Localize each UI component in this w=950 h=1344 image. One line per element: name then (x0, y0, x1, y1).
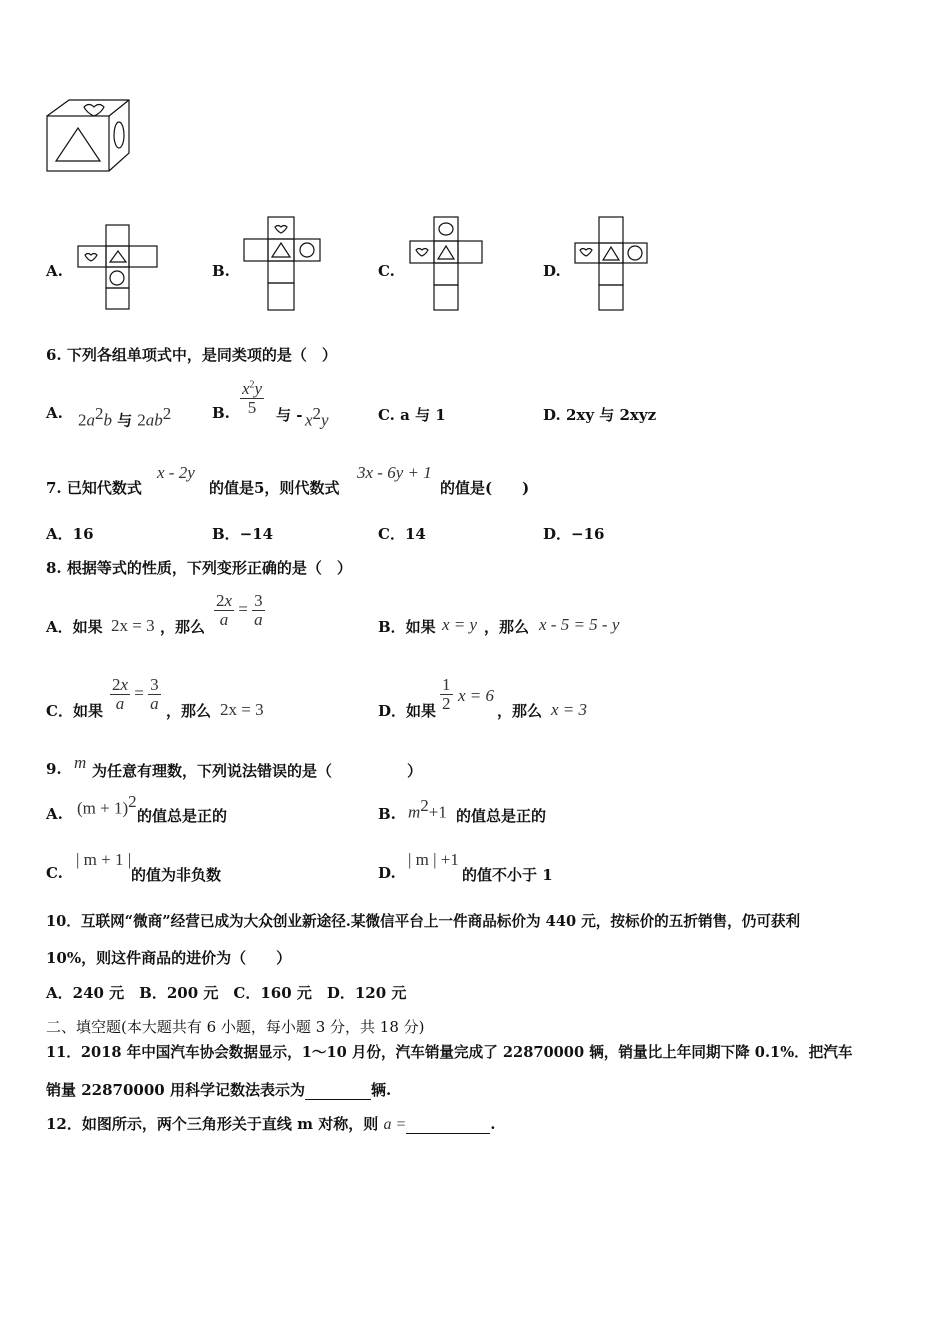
q10-options: A．240 元 B．200 元 C．160 元 D．120 元 (46, 984, 407, 1002)
q6-option-b-label: B. (212, 404, 230, 422)
q11-line1: 11．2018 年中国汽车协会数据显示，1～10 月份，汽车销量完成了 22870000 辆，销量比上年同期下降 0.1%．把汽车 (46, 1044, 853, 1061)
q9-option-a-expr: $(m + 1)^2$ (77, 792, 137, 818)
section2-title: 二、填空题(本大题共有 6 小题，每小题 3 分，共 18 分) (46, 1018, 425, 1036)
cube-figure (44, 98, 132, 176)
q6-option-a-label: A. (46, 404, 63, 422)
q7-expr1: x - 2y (157, 463, 195, 482)
q8-option-c-then: ，那么 (166, 702, 212, 720)
q8-option-d-label: D．如果 (378, 702, 437, 720)
q8-option-c-label: C．如果 (46, 702, 103, 720)
q12-answer-blank[interactable] (406, 1115, 490, 1134)
q8-stem: 8. 根据等式的性质，下列变形正确的是（ ） (46, 559, 352, 577)
q6-option-a-mid: 与 (117, 411, 133, 430)
q9-option-d-label: D. (378, 864, 396, 882)
q12-end: . (490, 1115, 496, 1133)
q9-stem-a: 9. (46, 760, 62, 778)
option-d-label: D. (543, 262, 561, 280)
q9-var: m (74, 753, 87, 772)
q7-stem-c: 的值是( ) (440, 479, 530, 497)
q11-line2-text: 销量 22870000 用科学记数法表示为 (46, 1081, 305, 1099)
q12-line (46, 1113, 495, 1134)
q9-option-b-expr: $m^2+1$ (408, 796, 447, 822)
q8-option-b-then: ，那么 (484, 618, 530, 636)
q9-option-a-expr-text: (m + 1) (77, 798, 129, 818)
q9-option-b-plus: +1 (428, 802, 447, 822)
q9-option-a-text: 的值总是正的 (137, 807, 228, 825)
q9-option-c-text: 的值为非负数 (131, 866, 222, 884)
net-option-c (408, 216, 492, 312)
q6-option-d (543, 404, 656, 425)
q6-option-b-mid: 与 - (276, 406, 303, 424)
q6-option-b-fraction: $\frac{x^2y}{5}$ (242, 379, 263, 417)
q9-option-d-text: 的值不小于 1 (462, 866, 553, 884)
q8-option-c-result: 2x = 3 (220, 700, 264, 719)
q9-stem-b: 为任意有理数，下列说法错误的是（ ） (92, 762, 423, 780)
q9-option-b-label: B. (378, 805, 396, 823)
q8-option-d-then: ，那么 (497, 702, 543, 720)
net-option-a (76, 224, 160, 312)
q7-stem-a: 7. 已知代数式 (46, 479, 142, 497)
q8-option-d-frac: $\frac{1}{2}$ (442, 675, 451, 713)
q6-option-d-text: 2xy 与 2xyz (565, 406, 657, 424)
q9-option-b-text: 的值总是正的 (456, 807, 547, 825)
q10-line1: 10．互联网“微商”经营已成为大众创业新途径.某微信平台上一件商品标价为 440 元，按标价的五折销售，仍可获利 (46, 913, 801, 930)
q9-option-c-expr: | m + 1 | (76, 850, 132, 869)
q7-option-b: B．−14 (212, 525, 274, 543)
q6-option-c-label: C. (378, 406, 395, 424)
q9-option-c-label: C. (46, 864, 63, 882)
q8-option-a-expr: 2x = 3 (111, 616, 155, 635)
q9-option-a-label: A. (46, 805, 63, 823)
q6-option-b-expr: $x^2y$ (305, 404, 329, 430)
q11-answer-blank[interactable] (305, 1081, 371, 1100)
q8-option-d-result: x = 3 (551, 700, 588, 719)
q8-option-b-expr: x = y (442, 615, 478, 634)
q6-option-a: $2a^2b$ 与 $2ab^2$ (78, 404, 172, 430)
q8-option-a-result: $\frac{2x}{a}$ = $\frac{3}{a}$ (216, 591, 263, 629)
q7-expr2: 3x - 6y + 1 (357, 463, 432, 482)
q9-option-d-expr: | m | +1 (408, 850, 459, 869)
q6-option-c-text: a 与 1 (400, 406, 446, 424)
q8-option-d-expr: x = 6 (458, 686, 495, 705)
q12-var: a = (383, 1116, 407, 1133)
q11-line2-end: 辆. (370, 1081, 392, 1099)
q7-option-a: A．16 (46, 525, 94, 543)
q7-option-c: C．14 (378, 525, 426, 543)
q8-option-b-label: B．如果 (378, 618, 436, 636)
q8-option-b-result: x - 5 = 5 - y (539, 615, 620, 634)
q6-stem: 6. 下列各组单项式中，是同类项的是（ ） (46, 346, 337, 364)
q6-option-d-label: D. (543, 406, 561, 424)
option-c-label: C. (378, 262, 395, 280)
q9-option-b-var: m (408, 802, 421, 822)
q6-option-c (378, 404, 446, 425)
q7-option-d: D．−16 (543, 525, 605, 543)
net-option-d (573, 216, 657, 312)
option-b-label: B. (212, 262, 230, 280)
q12-text: 12．如图所示，两个三角形关于直线 m 对称，则 (46, 1115, 379, 1133)
q8-option-a-then: ，那么 (160, 618, 206, 636)
net-option-b (242, 216, 326, 312)
q7-stem-b: 的值是5，则代数式 (209, 479, 340, 497)
q8-option-c-expr: $\frac{2x}{a}$ = $\frac{3}{a}$ (112, 675, 159, 713)
option-a-label: A. (46, 262, 63, 280)
q10-line2: 10%，则这件商品的进价为（ ） (46, 949, 292, 967)
q8-option-a-label: A．如果 (46, 618, 103, 636)
q11-line2 (46, 1079, 391, 1100)
